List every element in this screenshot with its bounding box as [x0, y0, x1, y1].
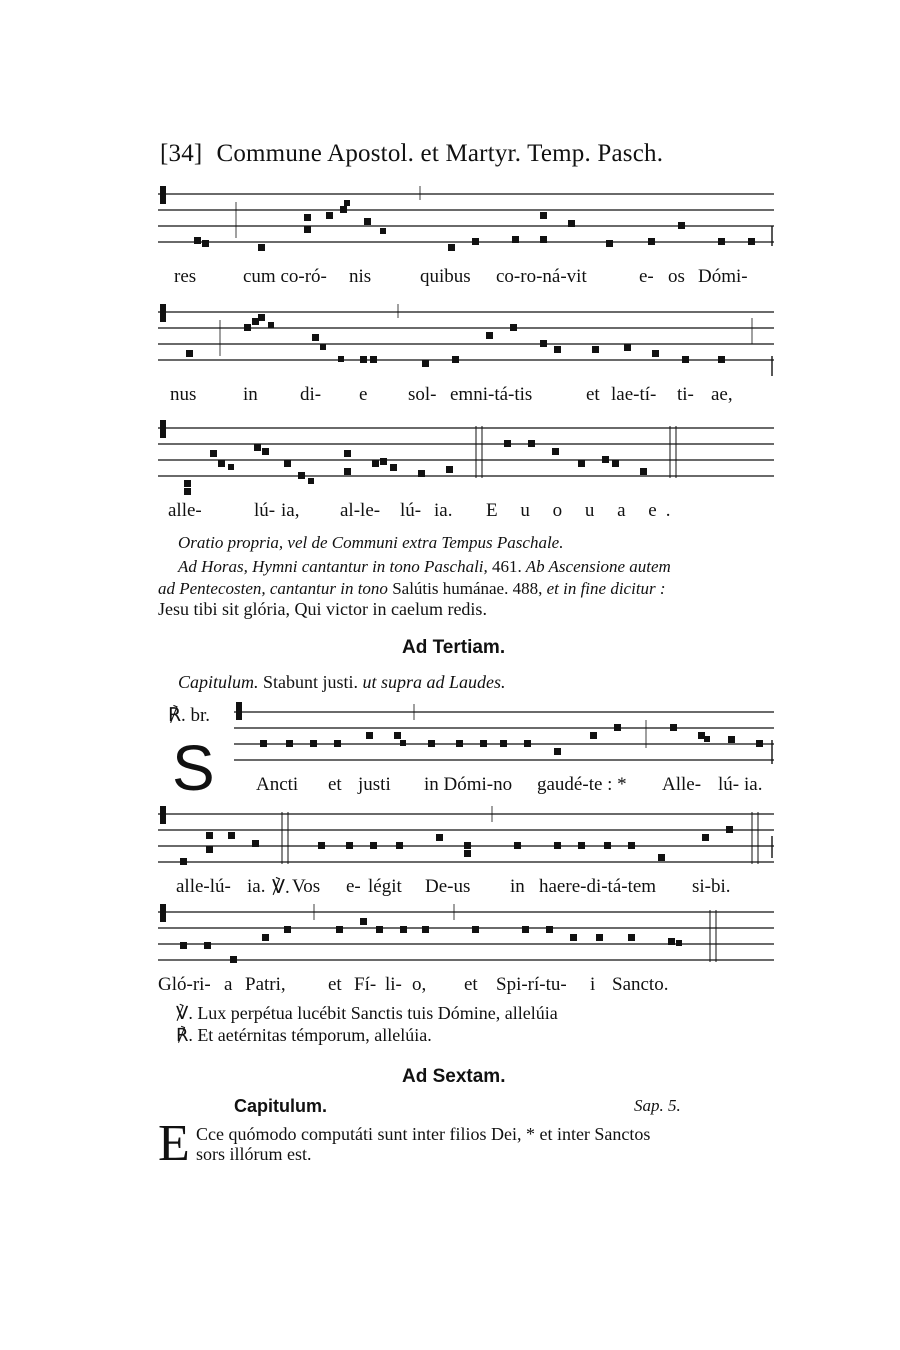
- capitulum-label: Capitulum.: [178, 672, 259, 692]
- syllable: li-: [385, 974, 402, 995]
- syllable: Sancto.: [612, 974, 669, 995]
- syllable: alle-: [168, 500, 202, 521]
- capitulum-text: Stabunt justi.: [258, 672, 359, 692]
- syllable: et: [586, 384, 600, 405]
- syllable: légit: [368, 876, 402, 897]
- syllable: justi: [358, 774, 391, 795]
- syllable: ia,: [281, 500, 300, 521]
- syllable: lú-: [400, 500, 422, 521]
- syllable: Spi-rí-tu-: [496, 974, 567, 995]
- drop-initial-s: S: [172, 732, 215, 804]
- syllable: sol-: [408, 384, 437, 405]
- capitulum-ref: ut supra ad Laudes.: [358, 672, 506, 692]
- page-number: [34]: [160, 140, 203, 167]
- syllable: emni-tá-tis: [450, 384, 533, 405]
- syllable: in: [510, 876, 525, 897]
- syllable: lú-: [254, 500, 276, 521]
- section-heading-tertiam: Ad Tertiam.: [402, 637, 506, 658]
- syllable: o,: [412, 974, 427, 995]
- scripture-reference: Sap. 5.: [634, 1096, 681, 1115]
- ad-horas-line-1: [158, 557, 671, 577]
- syllable: in: [243, 384, 258, 405]
- versicle-mark: ℣.: [272, 877, 290, 898]
- syllable: al-le-: [340, 500, 381, 521]
- chant-staff-5: [158, 806, 774, 866]
- syllable: e: [359, 384, 368, 405]
- syllable: Alle-: [662, 774, 702, 795]
- syllable: Patri,: [245, 974, 286, 995]
- syllable: Gló-ri-: [158, 974, 211, 995]
- capitulum-tertiam: [178, 672, 506, 693]
- response-line: ℟. Et aetérnitas témporum, allelúia.: [176, 1025, 432, 1045]
- syllable: Fí-: [354, 974, 377, 995]
- chant-staff-6: [158, 904, 774, 964]
- syllable: i: [590, 974, 596, 995]
- syllable: ia.: [434, 500, 453, 521]
- chant-staff-3: [158, 420, 774, 480]
- responsory-brevis-label: ℟. br.: [168, 705, 211, 726]
- page-title: Commune Apostol. et Martyr. Temp. Pasch.: [216, 140, 664, 167]
- syllable: si-bi.: [692, 876, 731, 897]
- ad-horas-line-2: [158, 579, 666, 599]
- capitulum-text-line-2: sors illórum est.: [196, 1144, 312, 1164]
- syllable: et: [464, 974, 478, 995]
- syllable: cum co-ró-: [243, 266, 327, 287]
- syllable: alle-lú-: [176, 876, 231, 897]
- salutis-text: Salútis humánae.: [387, 579, 509, 598]
- syllable: quibus: [420, 266, 471, 287]
- ad-pentecosten-text: ad Pentecosten, cantantur in tono: [158, 579, 388, 598]
- chant-staff-1: [158, 186, 774, 246]
- syllable: nis: [349, 266, 372, 287]
- euouae: E u o u a e.: [486, 500, 680, 521]
- syllable: a: [224, 974, 233, 995]
- hymn-number: 461.: [487, 557, 522, 576]
- syllable: ae,: [711, 384, 733, 405]
- syllable: De-us: [425, 876, 471, 897]
- ab-ascensione-text: Ab Ascensione autem: [521, 557, 671, 576]
- syllable: lae-tí-: [611, 384, 657, 405]
- section-heading-sextam: Ad Sextam.: [402, 1066, 506, 1087]
- syllable: ia.: [247, 876, 266, 897]
- syllable: Ancti: [256, 774, 299, 795]
- syllable: nus: [170, 384, 197, 405]
- syllable: co-ro-ná-vit: [496, 266, 587, 287]
- capitulum-heading: Capitulum.: [234, 1096, 327, 1116]
- syllable: in Dómi-no: [424, 774, 513, 795]
- syllable: res: [174, 266, 197, 287]
- ad-horas-text: Ad Horas, Hymni cantantur in tono Paschali,: [178, 557, 488, 576]
- drop-initial-e: E: [158, 1115, 190, 1172]
- versicle-line: ℣. Lux perpétua lucébit Sanctis tuis Dómine, allelúia: [176, 1003, 558, 1023]
- syllable: et: [328, 774, 342, 795]
- syllable: ti-: [677, 384, 694, 405]
- syllable: Vos: [292, 876, 321, 897]
- syllable: os: [668, 266, 685, 287]
- syllable: Dómi-: [698, 266, 748, 287]
- oratio-rubric: Oratio propria, vel de Communi extra Tempus Paschale.: [178, 533, 564, 552]
- capitulum-text-line-1: Cce quómodo computáti sunt inter filios Dei, * et inter Sanctos: [196, 1124, 651, 1144]
- chant-staff-2: [158, 304, 774, 364]
- syllable: et: [328, 974, 342, 995]
- salutis-number: 488,: [508, 579, 543, 598]
- syllable: lú-: [718, 774, 740, 795]
- syllable: ia.: [744, 774, 763, 795]
- in-fine-text: et in fine dicitur :: [542, 579, 666, 598]
- syllable: e-: [346, 876, 361, 897]
- syllable: gaudé-te : *: [537, 774, 627, 795]
- chant-staff-4: [234, 700, 774, 760]
- syllable: haere-di-tá-tem: [539, 876, 657, 897]
- page-header: [160, 140, 663, 168]
- syllable: di-: [300, 384, 322, 405]
- doxology-line: Jesu tibi sit glória, Qui victor in caelum redis.: [158, 599, 487, 619]
- syllable: e-: [639, 266, 654, 287]
